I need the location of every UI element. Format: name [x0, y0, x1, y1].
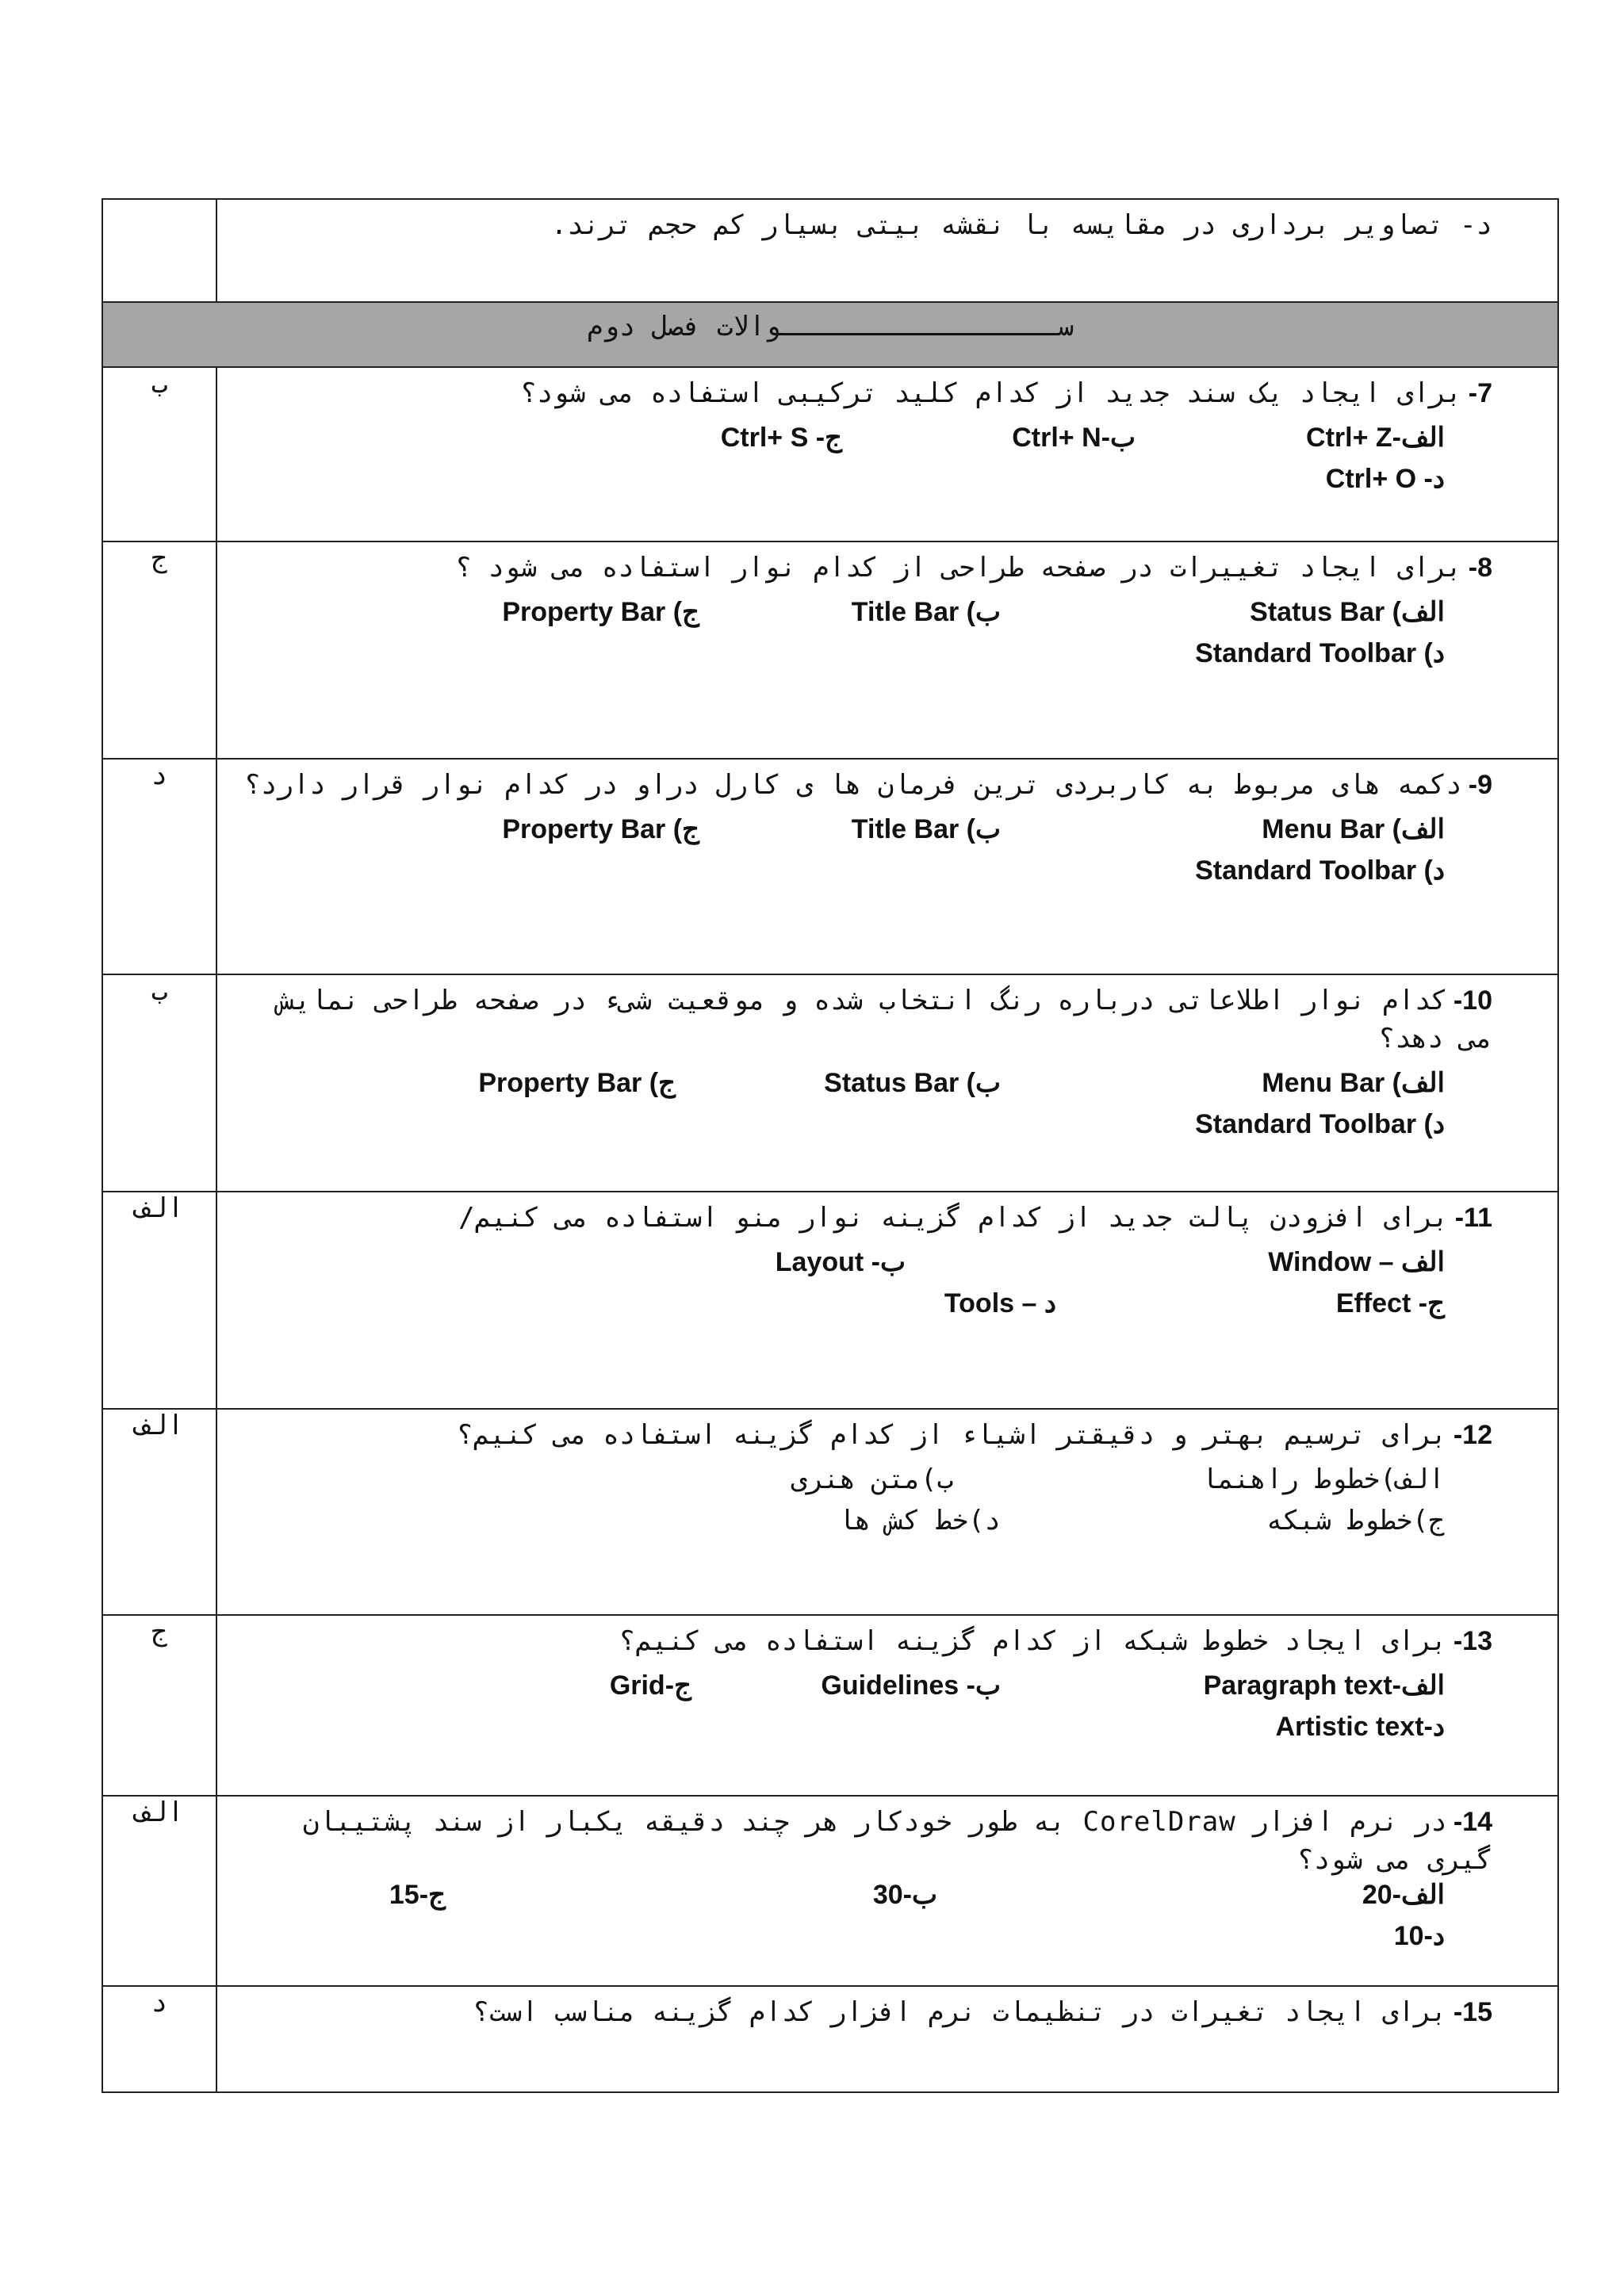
option-c: ج-Grid [609, 1670, 691, 1701]
answer-cell: د [102, 759, 216, 974]
question-text: برای ایجاد یک سند جدید از کدام کلید ترکیبی استفاده می شود؟ [520, 377, 1462, 409]
question-cell [216, 1615, 1558, 1796]
option-b: ب) Status Bar [824, 1068, 1001, 1098]
option-a: الف)خطوط راهنما [1201, 1464, 1445, 1495]
option-d: د – Tools [944, 1288, 1056, 1318]
question-cell [216, 1409, 1558, 1615]
option-b: ب-30 [872, 1880, 937, 1910]
option-a: الف-Paragraph text [1203, 1670, 1445, 1701]
table-row [102, 1986, 1558, 2092]
option-c: ج- Effect [1335, 1288, 1445, 1318]
question-number: 14- [1453, 1807, 1492, 1837]
answer-cell: ب [102, 974, 216, 1192]
options [236, 422, 1492, 494]
option-c: ج)خطوط شبکه [1266, 1505, 1445, 1536]
question-text: برای ایجاد تغیرات در تنظیمات نرم افزار کدام گزینه مناسب است؟ [473, 1996, 1447, 2028]
option-d: د) Standard Toolbar [1195, 1109, 1445, 1139]
table-row [102, 759, 1558, 974]
option-d: د) Standard Toolbar [1195, 855, 1445, 886]
question-cell [216, 974, 1558, 1192]
answer-cell: ج [102, 1615, 216, 1796]
option-b: ب) Title Bar [851, 597, 1001, 627]
option-a: الف) Menu Bar [1262, 814, 1445, 844]
table-row [102, 1796, 1558, 1986]
table-row [102, 199, 1558, 302]
section-header [102, 302, 1558, 367]
table-row [102, 1615, 1558, 1796]
question-number: 15- [1453, 1997, 1492, 2027]
option-c: ج) Property Bar [478, 1068, 676, 1098]
option-b: ب- Guidelines [821, 1670, 1001, 1701]
answer-cell: الف [102, 1409, 216, 1615]
option-d: د-10 [1393, 1921, 1445, 1951]
question-cell [216, 199, 1558, 302]
option-b: ب- Layout [775, 1247, 906, 1277]
options [236, 813, 1492, 886]
table-row [102, 1409, 1558, 1615]
question-cell [216, 759, 1558, 974]
table-row [102, 974, 1558, 1192]
question-cell [216, 367, 1558, 541]
option-c: ج- Ctrl+ S [720, 423, 842, 453]
question-number: 11- [1454, 1203, 1492, 1233]
option-a: الف-Ctrl+ Z [1306, 423, 1445, 453]
question-text: برای ایجاد خطوط شبکه از کدام گزینه استفاده می کنیم؟ [619, 1625, 1447, 1657]
option-d: د) Standard Toolbar [1195, 638, 1445, 668]
question-number: 8- [1468, 553, 1492, 583]
question-table [102, 198, 1559, 2093]
option-c: ج) Property Bar [502, 814, 699, 844]
question-cell [216, 1986, 1558, 2092]
options [236, 1246, 1492, 1318]
answer-cell: الف [102, 1796, 216, 1986]
question-cell [216, 1192, 1558, 1409]
section-header-row [102, 302, 1558, 367]
options [236, 1067, 1492, 1139]
option-d: د- Ctrl+ O [1325, 464, 1445, 494]
question-cell [216, 1796, 1558, 1986]
question-text: برای ترسیم بهتر و دقیقتر اشیاء از کدام گزینه استفاده می کنیم؟ [457, 1419, 1447, 1451]
question-number: 13- [1453, 1626, 1492, 1656]
option-a: الف) Menu Bar [1262, 1068, 1445, 1098]
question-text: در نرم افزار CorelDraw به طور خودکار هر چند دقیقه یکبار از سند پشتیبان گیری می شود؟ [302, 1806, 1492, 1876]
answer-cell: ج [102, 541, 216, 759]
option-b: ب-Ctrl+ N [1012, 423, 1136, 453]
answer-cell [102, 199, 216, 302]
option-a: الف – Window [1268, 1247, 1445, 1277]
option-c: ج) Property Bar [502, 597, 699, 627]
question-text: دکمه های مربوط به کاربردی ترین فرمان ها ی کارل دراو در کدام نوار قرار دارد؟ [244, 769, 1462, 801]
option-a: الف) Status Bar [1250, 597, 1445, 627]
option-d: د)خط کش ها [838, 1505, 1001, 1536]
answer-cell: الف [102, 1192, 216, 1409]
options [236, 1879, 1492, 1951]
question-text: د- تصاویر برداری در مقایسه با نقشه بیتی بسیار کم حجم ترند. [550, 209, 1492, 241]
options [236, 1670, 1492, 1742]
question-text: برای افزودن پالت جدید از کدام گزینه نوار منو استفاده می کنیم/ [458, 1202, 1449, 1234]
table-row [102, 541, 1558, 759]
answer-cell: د [102, 1986, 216, 2092]
question-number: 10- [1453, 985, 1492, 1016]
options [236, 1464, 1492, 1536]
option-d: د-Artistic text [1275, 1712, 1445, 1742]
question-text: برای ایجاد تغییرات در صفحه طراحی از کدام نوار استفاده می شود ؟ [455, 552, 1462, 584]
option-b: ب)متن هنری [791, 1464, 953, 1495]
table-row [102, 367, 1558, 541]
option-b: ب) Title Bar [851, 814, 1001, 844]
question-cell [216, 541, 1558, 759]
section-title: ســـــــــــــــــوالات فصل دوم [586, 311, 1074, 342]
option-c: ج-15 [389, 1880, 446, 1910]
question-text: کدام نوار اطلاعاتی درباره رنگ انتخاب شده و موقعیت شیء در صفحه طراحی نمایش می دهد؟ [278, 985, 1492, 1054]
answer-cell: ب [102, 367, 216, 541]
table-row [102, 1192, 1558, 1409]
question-number: 12- [1453, 1420, 1492, 1450]
question-number: 9- [1468, 770, 1492, 800]
question-number: 7- [1468, 378, 1492, 408]
options [236, 596, 1492, 668]
option-a: الف-20 [1362, 1880, 1445, 1910]
